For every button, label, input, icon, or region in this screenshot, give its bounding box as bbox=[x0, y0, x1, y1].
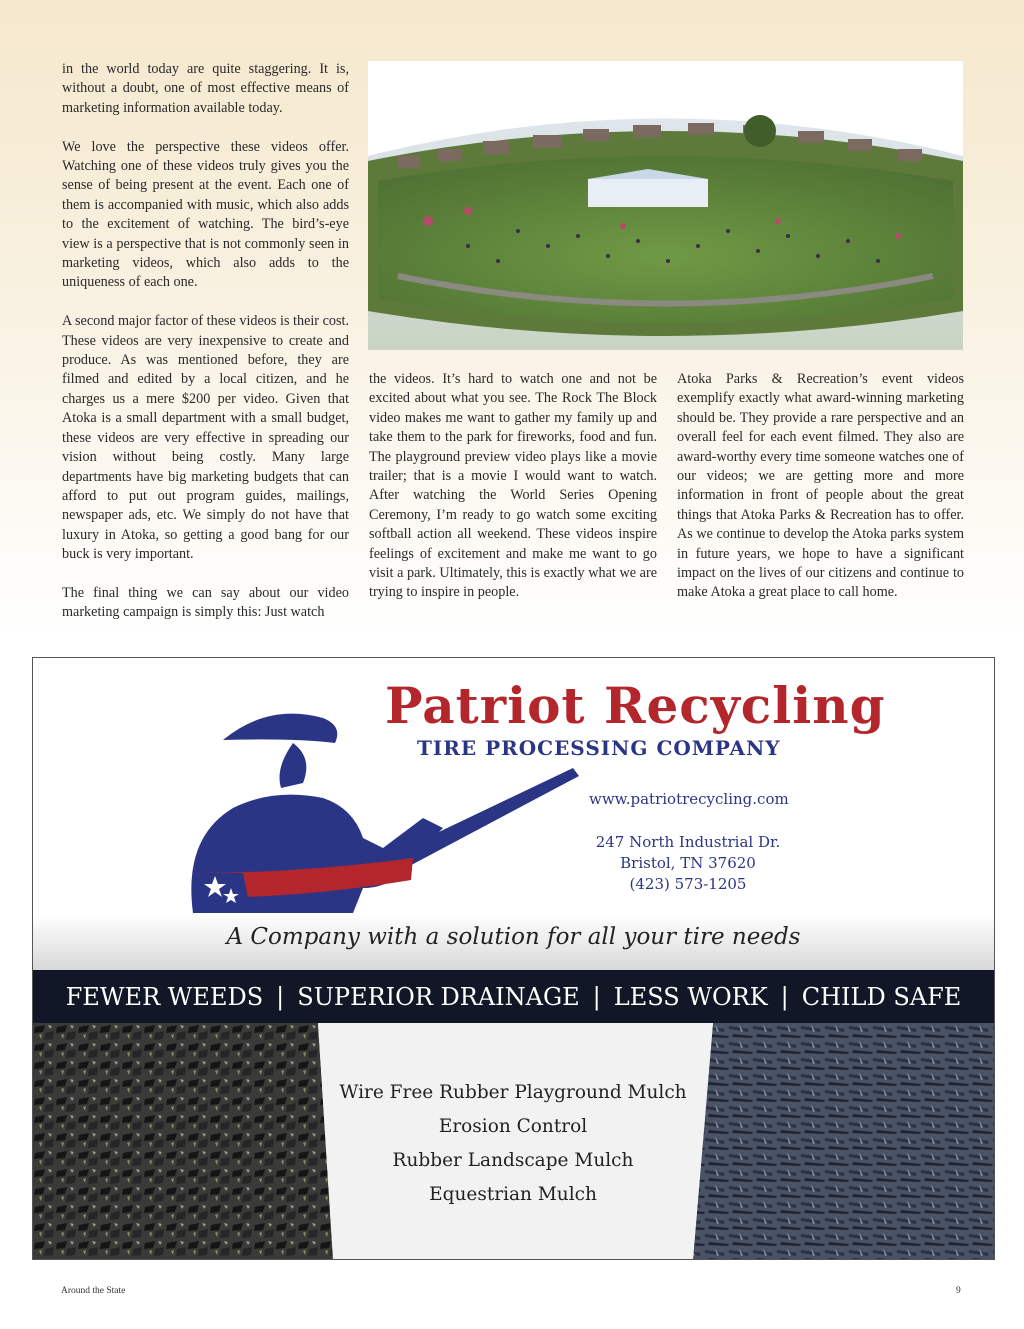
paragraph: Atoka Parks & Recreation’s event videos exemplify exactly what award-winning marketing should be. They provide a rare perspective and an overall feel for each event filmed. They also are award-worthy every time someone watches one of our videos; we are getting more and more information in front of people about the great things that Atoka Parks & Recreation has to offer. As we continue to develop the Atoka parks system in future years, we hope to have a significant impact on the lives of our citizens and continue to make Atoka a great place to call home. bbox=[677, 371, 964, 601]
separator: | bbox=[780, 982, 789, 1011]
benefit: SUPERIOR DRAINAGE bbox=[297, 982, 580, 1011]
separator: | bbox=[276, 982, 285, 1011]
paragraph: The final thing we can say about our video marketing campaign is simply this: Just watch bbox=[62, 584, 349, 621]
aerial-event-photo bbox=[368, 61, 963, 350]
company-name: Patriot Recycling bbox=[385, 676, 886, 735]
article-column-1 bbox=[62, 60, 349, 642]
paragraph: A second major factor of these videos is their cost. These videos are very inexpensive to create and produce. As was mentioned before, they are filmed and edited by a local citizen, and he charges us a mere $200 per video. Given that Atoka is a small department with a small budget, these videos are very effective in spreading our vision without being costly. Many large departments have big marketing budgets that can afford to put out program guides, mailings, newspaper ads, etc. We simply do not have that luxury in Atoka, so getting a good bang for our buck is very important. bbox=[62, 313, 349, 563]
address-line-1: 247 North Industrial Dr. bbox=[595, 833, 781, 851]
benefit: CHILD SAFE bbox=[801, 982, 962, 1011]
page-number: 9 bbox=[956, 1286, 961, 1296]
website-link[interactable]: www.patriotrecycling.com bbox=[589, 790, 789, 808]
separator: | bbox=[592, 982, 601, 1011]
product-item: Erosion Control bbox=[438, 1116, 588, 1137]
product-list bbox=[333, 1076, 693, 1212]
product-item: Equestrian Mulch bbox=[429, 1184, 597, 1205]
product-item: Wire Free Rubber Playground Mulch bbox=[339, 1082, 687, 1103]
phone-number: (423) 573-1205 bbox=[629, 875, 747, 893]
tagline: A Company with a solution for all your tire needs bbox=[226, 924, 801, 950]
company-address bbox=[588, 832, 788, 895]
product-item: Rubber Landscape Mulch bbox=[392, 1150, 634, 1171]
benefit: FEWER WEEDS bbox=[65, 982, 264, 1011]
benefit: LESS WORK bbox=[613, 982, 768, 1011]
benefits-bar bbox=[33, 970, 994, 1023]
paragraph: We love the perspective these videos offer. Watching one of these videos truly gives you the sense of being present at the event. Each one of them is accompanied with music, which also adds to the excitement of watching. The bird’s-eye view is a perspective that is not commonly seen in marketing videos, which also adds to the uniqueness of each one. bbox=[62, 138, 349, 291]
paragraph: the videos. It’s hard to watch one and not be excited about what you see. The Rock The Block video makes me want to gather my family up and take them to the park for fireworks, food and fun. The playground preview video plays like a movie trailer; that is a movie I would want to watch. After watching the World Series Opening Ceremony, I’m ready to go watch some exciting softball action all weekend. These videos inspire feelings of excitement and make me want to go visit a park. Ultimately, this is exactly what we are trying to inspire in people. bbox=[369, 371, 657, 601]
patriot-recycling-ad bbox=[32, 657, 995, 1260]
article-column-2 bbox=[369, 370, 657, 622]
company-subtitle: TIRE PROCESSING COMPANY bbox=[417, 736, 781, 760]
article-column-3 bbox=[677, 370, 964, 622]
footer-publication-name: Around the State bbox=[61, 1286, 126, 1296]
address-line-2: Bristol, TN 37620 bbox=[620, 854, 756, 872]
paragraph: in the world today are quite staggering. It is, without a doubt, one of most effective means of marketing information available today. bbox=[62, 61, 349, 116]
